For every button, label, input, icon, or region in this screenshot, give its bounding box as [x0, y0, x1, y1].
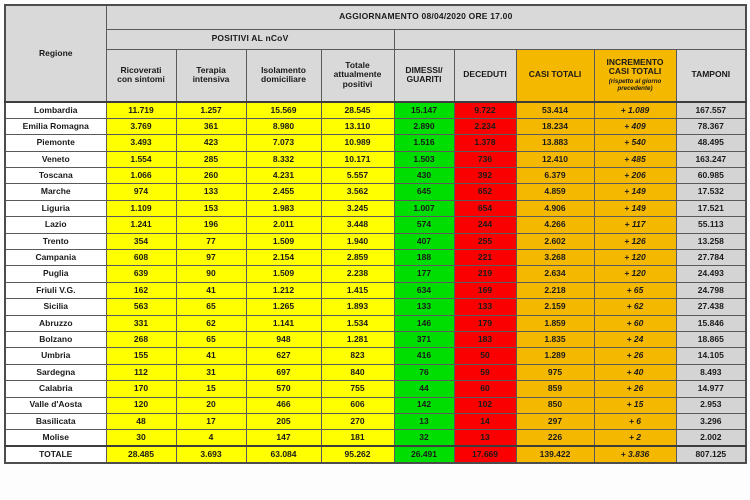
cell-tamponi: 48.495	[676, 135, 746, 151]
cell-incremento: + 126	[594, 233, 676, 249]
cell-dimessi-guariti: 1.503	[394, 151, 454, 167]
cell-isolamento-domiciliare: 1.141	[246, 315, 321, 331]
cell-ricoverati: 11.719	[106, 102, 176, 118]
header-terapia-intensiva: Terapia intensiva	[176, 49, 246, 102]
cell-incremento: + 26	[594, 381, 676, 397]
cell-tamponi: 78.367	[676, 118, 746, 134]
cell-tamponi: 807.125	[676, 446, 746, 463]
cell-deceduti: 17.669	[454, 446, 516, 463]
header-totale-attualmente-positivi: Totale attualmente positivi	[321, 49, 394, 102]
cell-tamponi: 15.846	[676, 315, 746, 331]
cell-dimessi-guariti: 574	[394, 217, 454, 233]
cell-casi-totali: 850	[516, 397, 594, 413]
cell-terapia-intensiva: 97	[176, 250, 246, 266]
cell-isolamento-domiciliare: 147	[246, 430, 321, 446]
cell-deceduti: 102	[454, 397, 516, 413]
cell-terapia-intensiva: 20	[176, 397, 246, 413]
cell-terapia-intensiva: 65	[176, 331, 246, 347]
cell-dimessi-guariti: 133	[394, 299, 454, 315]
table-row	[5, 430, 746, 446]
cell-deceduti: 244	[454, 217, 516, 233]
cell-terapia-intensiva: 153	[176, 200, 246, 216]
cell-totale-positivi: 1.415	[321, 282, 394, 298]
cell-tamponi: 163.247	[676, 151, 746, 167]
cell-totale-positivi: 270	[321, 413, 394, 429]
cell-dimessi-guariti: 142	[394, 397, 454, 413]
cell-terapia-intensiva: 4	[176, 430, 246, 446]
cell-casi-totali: 1.835	[516, 331, 594, 347]
cell-incremento: + 120	[594, 250, 676, 266]
cell-deceduti: 13	[454, 430, 516, 446]
cell-incremento: + 117	[594, 217, 676, 233]
cell-ricoverati: 30	[106, 430, 176, 446]
region-name: Veneto	[5, 151, 106, 167]
cell-ricoverati: 639	[106, 266, 176, 282]
cell-dimessi-guariti: 645	[394, 184, 454, 200]
cell-isolamento-domiciliare: 8.980	[246, 118, 321, 134]
region-name: Liguria	[5, 200, 106, 216]
cell-dimessi-guariti: 15.147	[394, 102, 454, 118]
cell-tamponi: 3.296	[676, 413, 746, 429]
cell-casi-totali: 2.602	[516, 233, 594, 249]
cell-isolamento-domiciliare: 1.983	[246, 200, 321, 216]
cell-dimessi-guariti: 430	[394, 168, 454, 184]
table-row	[5, 135, 746, 151]
cell-terapia-intensiva: 17	[176, 413, 246, 429]
cell-deceduti: 392	[454, 168, 516, 184]
cell-deceduti: 50	[454, 348, 516, 364]
cell-totale-positivi: 1.281	[321, 331, 394, 347]
cell-casi-totali: 13.883	[516, 135, 594, 151]
header-group-positivi: POSITIVI AL nCoV	[106, 29, 394, 49]
table-row	[5, 315, 746, 331]
cell-isolamento-domiciliare: 2.011	[246, 217, 321, 233]
table-header	[5, 5, 746, 102]
cell-terapia-intensiva: 3.693	[176, 446, 246, 463]
header-casi-totali: CASI TOTALI	[516, 49, 594, 102]
table-row	[5, 282, 746, 298]
cell-terapia-intensiva: 1.257	[176, 102, 246, 118]
cell-deceduti: 169	[454, 282, 516, 298]
region-name: Umbria	[5, 348, 106, 364]
cell-totale-positivi: 606	[321, 397, 394, 413]
table-row	[5, 118, 746, 134]
region-name: Sicilia	[5, 299, 106, 315]
cell-ricoverati: 28.485	[106, 446, 176, 463]
cell-incremento: + 149	[594, 184, 676, 200]
cell-totale-positivi: 3.245	[321, 200, 394, 216]
cell-incremento: + 62	[594, 299, 676, 315]
cell-deceduti: 221	[454, 250, 516, 266]
cell-casi-totali: 53.414	[516, 102, 594, 118]
region-name: Lombardia	[5, 102, 106, 118]
cell-casi-totali: 297	[516, 413, 594, 429]
cell-tamponi: 2.953	[676, 397, 746, 413]
cell-incremento: + 120	[594, 266, 676, 282]
cell-casi-totali: 3.268	[516, 250, 594, 266]
region-name: Bolzano	[5, 331, 106, 347]
table-row	[5, 364, 746, 380]
cell-dimessi-guariti: 2.890	[394, 118, 454, 134]
cell-terapia-intensiva: 77	[176, 233, 246, 249]
cell-totale-positivi: 840	[321, 364, 394, 380]
table-row	[5, 397, 746, 413]
cell-totale-positivi: 1.534	[321, 315, 394, 331]
cell-deceduti: 654	[454, 200, 516, 216]
cell-isolamento-domiciliare: 466	[246, 397, 321, 413]
cell-terapia-intensiva: 285	[176, 151, 246, 167]
cell-totale-positivi: 28.545	[321, 102, 394, 118]
cell-casi-totali: 2.634	[516, 266, 594, 282]
region-name: Trento	[5, 233, 106, 249]
cell-casi-totali: 859	[516, 381, 594, 397]
header-ricoverati: Ricoverati con sintomi	[106, 49, 176, 102]
cell-dimessi-guariti: 32	[394, 430, 454, 446]
table-row	[5, 348, 746, 364]
cell-deceduti: 1.378	[454, 135, 516, 151]
cell-totale-positivi: 95.262	[321, 446, 394, 463]
cell-terapia-intensiva: 65	[176, 299, 246, 315]
cell-ricoverati: 112	[106, 364, 176, 380]
cell-deceduti: 652	[454, 184, 516, 200]
table-row	[5, 381, 746, 397]
cell-ricoverati: 120	[106, 397, 176, 413]
cell-tamponi: 60.985	[676, 168, 746, 184]
cell-dimessi-guariti: 371	[394, 331, 454, 347]
cell-deceduti: 9.722	[454, 102, 516, 118]
table-row	[5, 200, 746, 216]
cell-totale-positivi: 2.238	[321, 266, 394, 282]
cell-casi-totali: 975	[516, 364, 594, 380]
cell-totale-positivi: 3.562	[321, 184, 394, 200]
cell-dimessi-guariti: 1.007	[394, 200, 454, 216]
cell-tamponi: 55.113	[676, 217, 746, 233]
cell-tamponi: 18.865	[676, 331, 746, 347]
cell-isolamento-domiciliare: 8.332	[246, 151, 321, 167]
region-name: Emilia Romagna	[5, 118, 106, 134]
table-body	[5, 102, 746, 463]
region-name: Lazio	[5, 217, 106, 233]
cell-terapia-intensiva: 41	[176, 282, 246, 298]
cell-ricoverati: 170	[106, 381, 176, 397]
cell-ricoverati: 331	[106, 315, 176, 331]
cell-deceduti: 59	[454, 364, 516, 380]
header-incremento-casi-totali: INCREMENTO CASI TOTALI (rispetto al giorno precedente)	[594, 49, 676, 102]
cell-ricoverati: 608	[106, 250, 176, 266]
cell-casi-totali: 6.379	[516, 168, 594, 184]
region-name: Calabria	[5, 381, 106, 397]
cell-isolamento-domiciliare: 15.569	[246, 102, 321, 118]
cell-ricoverati: 268	[106, 331, 176, 347]
header-title: AGGIORNAMENTO 08/04/2020 ORE 17.00	[106, 5, 746, 29]
cell-tamponi: 167.557	[676, 102, 746, 118]
cell-ricoverati: 3.769	[106, 118, 176, 134]
cell-incremento: + 206	[594, 168, 676, 184]
cell-ricoverati: 974	[106, 184, 176, 200]
cell-deceduti: 219	[454, 266, 516, 282]
cell-deceduti: 736	[454, 151, 516, 167]
cell-totale-positivi: 13.110	[321, 118, 394, 134]
cell-ricoverati: 155	[106, 348, 176, 364]
cell-incremento: + 3.836	[594, 446, 676, 463]
cell-totale-positivi: 3.448	[321, 217, 394, 233]
cell-tamponi: 24.493	[676, 266, 746, 282]
cell-totale-positivi: 2.859	[321, 250, 394, 266]
cell-tamponi: 14.977	[676, 381, 746, 397]
region-name: Basilicata	[5, 413, 106, 429]
table-row	[5, 168, 746, 184]
cell-dimessi-guariti: 13	[394, 413, 454, 429]
cell-isolamento-domiciliare: 2.154	[246, 250, 321, 266]
table-row	[5, 266, 746, 282]
cell-casi-totali: 139.422	[516, 446, 594, 463]
cell-casi-totali: 12.410	[516, 151, 594, 167]
cell-casi-totali: 2.218	[516, 282, 594, 298]
region-name: Campania	[5, 250, 106, 266]
cell-terapia-intensiva: 15	[176, 381, 246, 397]
region-name: Abruzzo	[5, 315, 106, 331]
cell-totale-positivi: 5.557	[321, 168, 394, 184]
cell-incremento: + 24	[594, 331, 676, 347]
cell-dimessi-guariti: 416	[394, 348, 454, 364]
header-deceduti: DECEDUTI	[454, 49, 516, 102]
cell-casi-totali: 1.859	[516, 315, 594, 331]
cell-incremento: + 60	[594, 315, 676, 331]
region-name: Friuli V.G.	[5, 282, 106, 298]
table-row	[5, 151, 746, 167]
region-name: Piemonte	[5, 135, 106, 151]
cell-tamponi: 14.105	[676, 348, 746, 364]
table-row	[5, 217, 746, 233]
cell-terapia-intensiva: 62	[176, 315, 246, 331]
cell-isolamento-domiciliare: 7.073	[246, 135, 321, 151]
cell-totale-positivi: 1.940	[321, 233, 394, 249]
cell-tamponi: 24.798	[676, 282, 746, 298]
table-row	[5, 331, 746, 347]
cell-isolamento-domiciliare: 948	[246, 331, 321, 347]
cell-isolamento-domiciliare: 2.455	[246, 184, 321, 200]
cell-casi-totali: 226	[516, 430, 594, 446]
cell-ricoverati: 48	[106, 413, 176, 429]
cell-incremento: + 485	[594, 151, 676, 167]
cell-totale-positivi: 755	[321, 381, 394, 397]
cell-terapia-intensiva: 260	[176, 168, 246, 184]
cell-deceduti: 255	[454, 233, 516, 249]
cell-tamponi: 8.493	[676, 364, 746, 380]
cell-dimessi-guariti: 407	[394, 233, 454, 249]
cell-ricoverati: 162	[106, 282, 176, 298]
cell-incremento: + 409	[594, 118, 676, 134]
cell-incremento: + 65	[594, 282, 676, 298]
cell-tamponi: 27.784	[676, 250, 746, 266]
table-row	[5, 233, 746, 249]
cell-casi-totali: 1.289	[516, 348, 594, 364]
cell-isolamento-domiciliare: 205	[246, 413, 321, 429]
cell-casi-totali: 4.266	[516, 217, 594, 233]
region-name: Toscana	[5, 168, 106, 184]
cell-dimessi-guariti: 1.516	[394, 135, 454, 151]
cell-totale-positivi: 1.893	[321, 299, 394, 315]
cell-terapia-intensiva: 90	[176, 266, 246, 282]
cell-terapia-intensiva: 423	[176, 135, 246, 151]
cell-isolamento-domiciliare: 627	[246, 348, 321, 364]
cell-deceduti: 179	[454, 315, 516, 331]
cell-terapia-intensiva: 31	[176, 364, 246, 380]
cell-isolamento-domiciliare: 570	[246, 381, 321, 397]
cell-deceduti: 133	[454, 299, 516, 315]
cell-ricoverati: 1.554	[106, 151, 176, 167]
table-row	[5, 102, 746, 118]
cell-dimessi-guariti: 146	[394, 315, 454, 331]
cell-tamponi: 13.258	[676, 233, 746, 249]
cell-tamponi: 2.002	[676, 430, 746, 446]
header-regione: Regione	[5, 5, 106, 102]
cell-dimessi-guariti: 76	[394, 364, 454, 380]
cell-incremento: + 6	[594, 413, 676, 429]
regional-covid-table	[4, 4, 747, 464]
cell-terapia-intensiva: 361	[176, 118, 246, 134]
cell-casi-totali: 18.234	[516, 118, 594, 134]
cell-dimessi-guariti: 26.491	[394, 446, 454, 463]
cell-totale-positivi: 823	[321, 348, 394, 364]
header-dimessi-guariti: DIMESSI/ GUARITI	[394, 49, 454, 102]
cell-incremento: + 15	[594, 397, 676, 413]
cell-isolamento-domiciliare: 1.509	[246, 266, 321, 282]
table-row	[5, 413, 746, 429]
cell-terapia-intensiva: 196	[176, 217, 246, 233]
cell-terapia-intensiva: 133	[176, 184, 246, 200]
cell-deceduti: 60	[454, 381, 516, 397]
cell-dimessi-guariti: 188	[394, 250, 454, 266]
table-row	[5, 250, 746, 266]
cell-ricoverati: 1.109	[106, 200, 176, 216]
region-name: Marche	[5, 184, 106, 200]
cell-casi-totali: 2.159	[516, 299, 594, 315]
cell-isolamento-domiciliare: 697	[246, 364, 321, 380]
cell-totale-positivi: 10.171	[321, 151, 394, 167]
region-name: Molise	[5, 430, 106, 446]
cell-isolamento-domiciliare: 4.231	[246, 168, 321, 184]
cell-casi-totali: 4.859	[516, 184, 594, 200]
cell-incremento: + 40	[594, 364, 676, 380]
header-isolamento-domiciliare: Isolamento domiciliare	[246, 49, 321, 102]
cell-incremento: + 1.089	[594, 102, 676, 118]
header-tamponi: TAMPONI	[676, 49, 746, 102]
table-row	[5, 299, 746, 315]
region-name: TOTALE	[5, 446, 106, 463]
cell-totale-positivi: 181	[321, 430, 394, 446]
cell-incremento: + 26	[594, 348, 676, 364]
region-name: Valle d'Aosta	[5, 397, 106, 413]
table-row	[5, 184, 746, 200]
cell-ricoverati: 354	[106, 233, 176, 249]
cell-ricoverati: 3.493	[106, 135, 176, 151]
cell-isolamento-domiciliare: 1.212	[246, 282, 321, 298]
region-name: Puglia	[5, 266, 106, 282]
cell-incremento: + 149	[594, 200, 676, 216]
cell-dimessi-guariti: 44	[394, 381, 454, 397]
cell-incremento: + 540	[594, 135, 676, 151]
cell-isolamento-domiciliare: 63.084	[246, 446, 321, 463]
region-name: Sardegna	[5, 364, 106, 380]
cell-isolamento-domiciliare: 1.509	[246, 233, 321, 249]
cell-deceduti: 14	[454, 413, 516, 429]
cell-tamponi: 27.438	[676, 299, 746, 315]
cell-casi-totali: 4.906	[516, 200, 594, 216]
cell-ricoverati: 1.066	[106, 168, 176, 184]
cell-deceduti: 2.234	[454, 118, 516, 134]
header-group-spacer	[394, 29, 746, 49]
cell-isolamento-domiciliare: 1.265	[246, 299, 321, 315]
cell-dimessi-guariti: 177	[394, 266, 454, 282]
cell-totale-positivi: 10.989	[321, 135, 394, 151]
cell-ricoverati: 563	[106, 299, 176, 315]
cell-dimessi-guariti: 634	[394, 282, 454, 298]
cell-deceduti: 183	[454, 331, 516, 347]
table-row-total	[5, 446, 746, 463]
cell-terapia-intensiva: 41	[176, 348, 246, 364]
cell-tamponi: 17.521	[676, 200, 746, 216]
cell-ricoverati: 1.241	[106, 217, 176, 233]
cell-incremento: + 2	[594, 430, 676, 446]
cell-tamponi: 17.532	[676, 184, 746, 200]
